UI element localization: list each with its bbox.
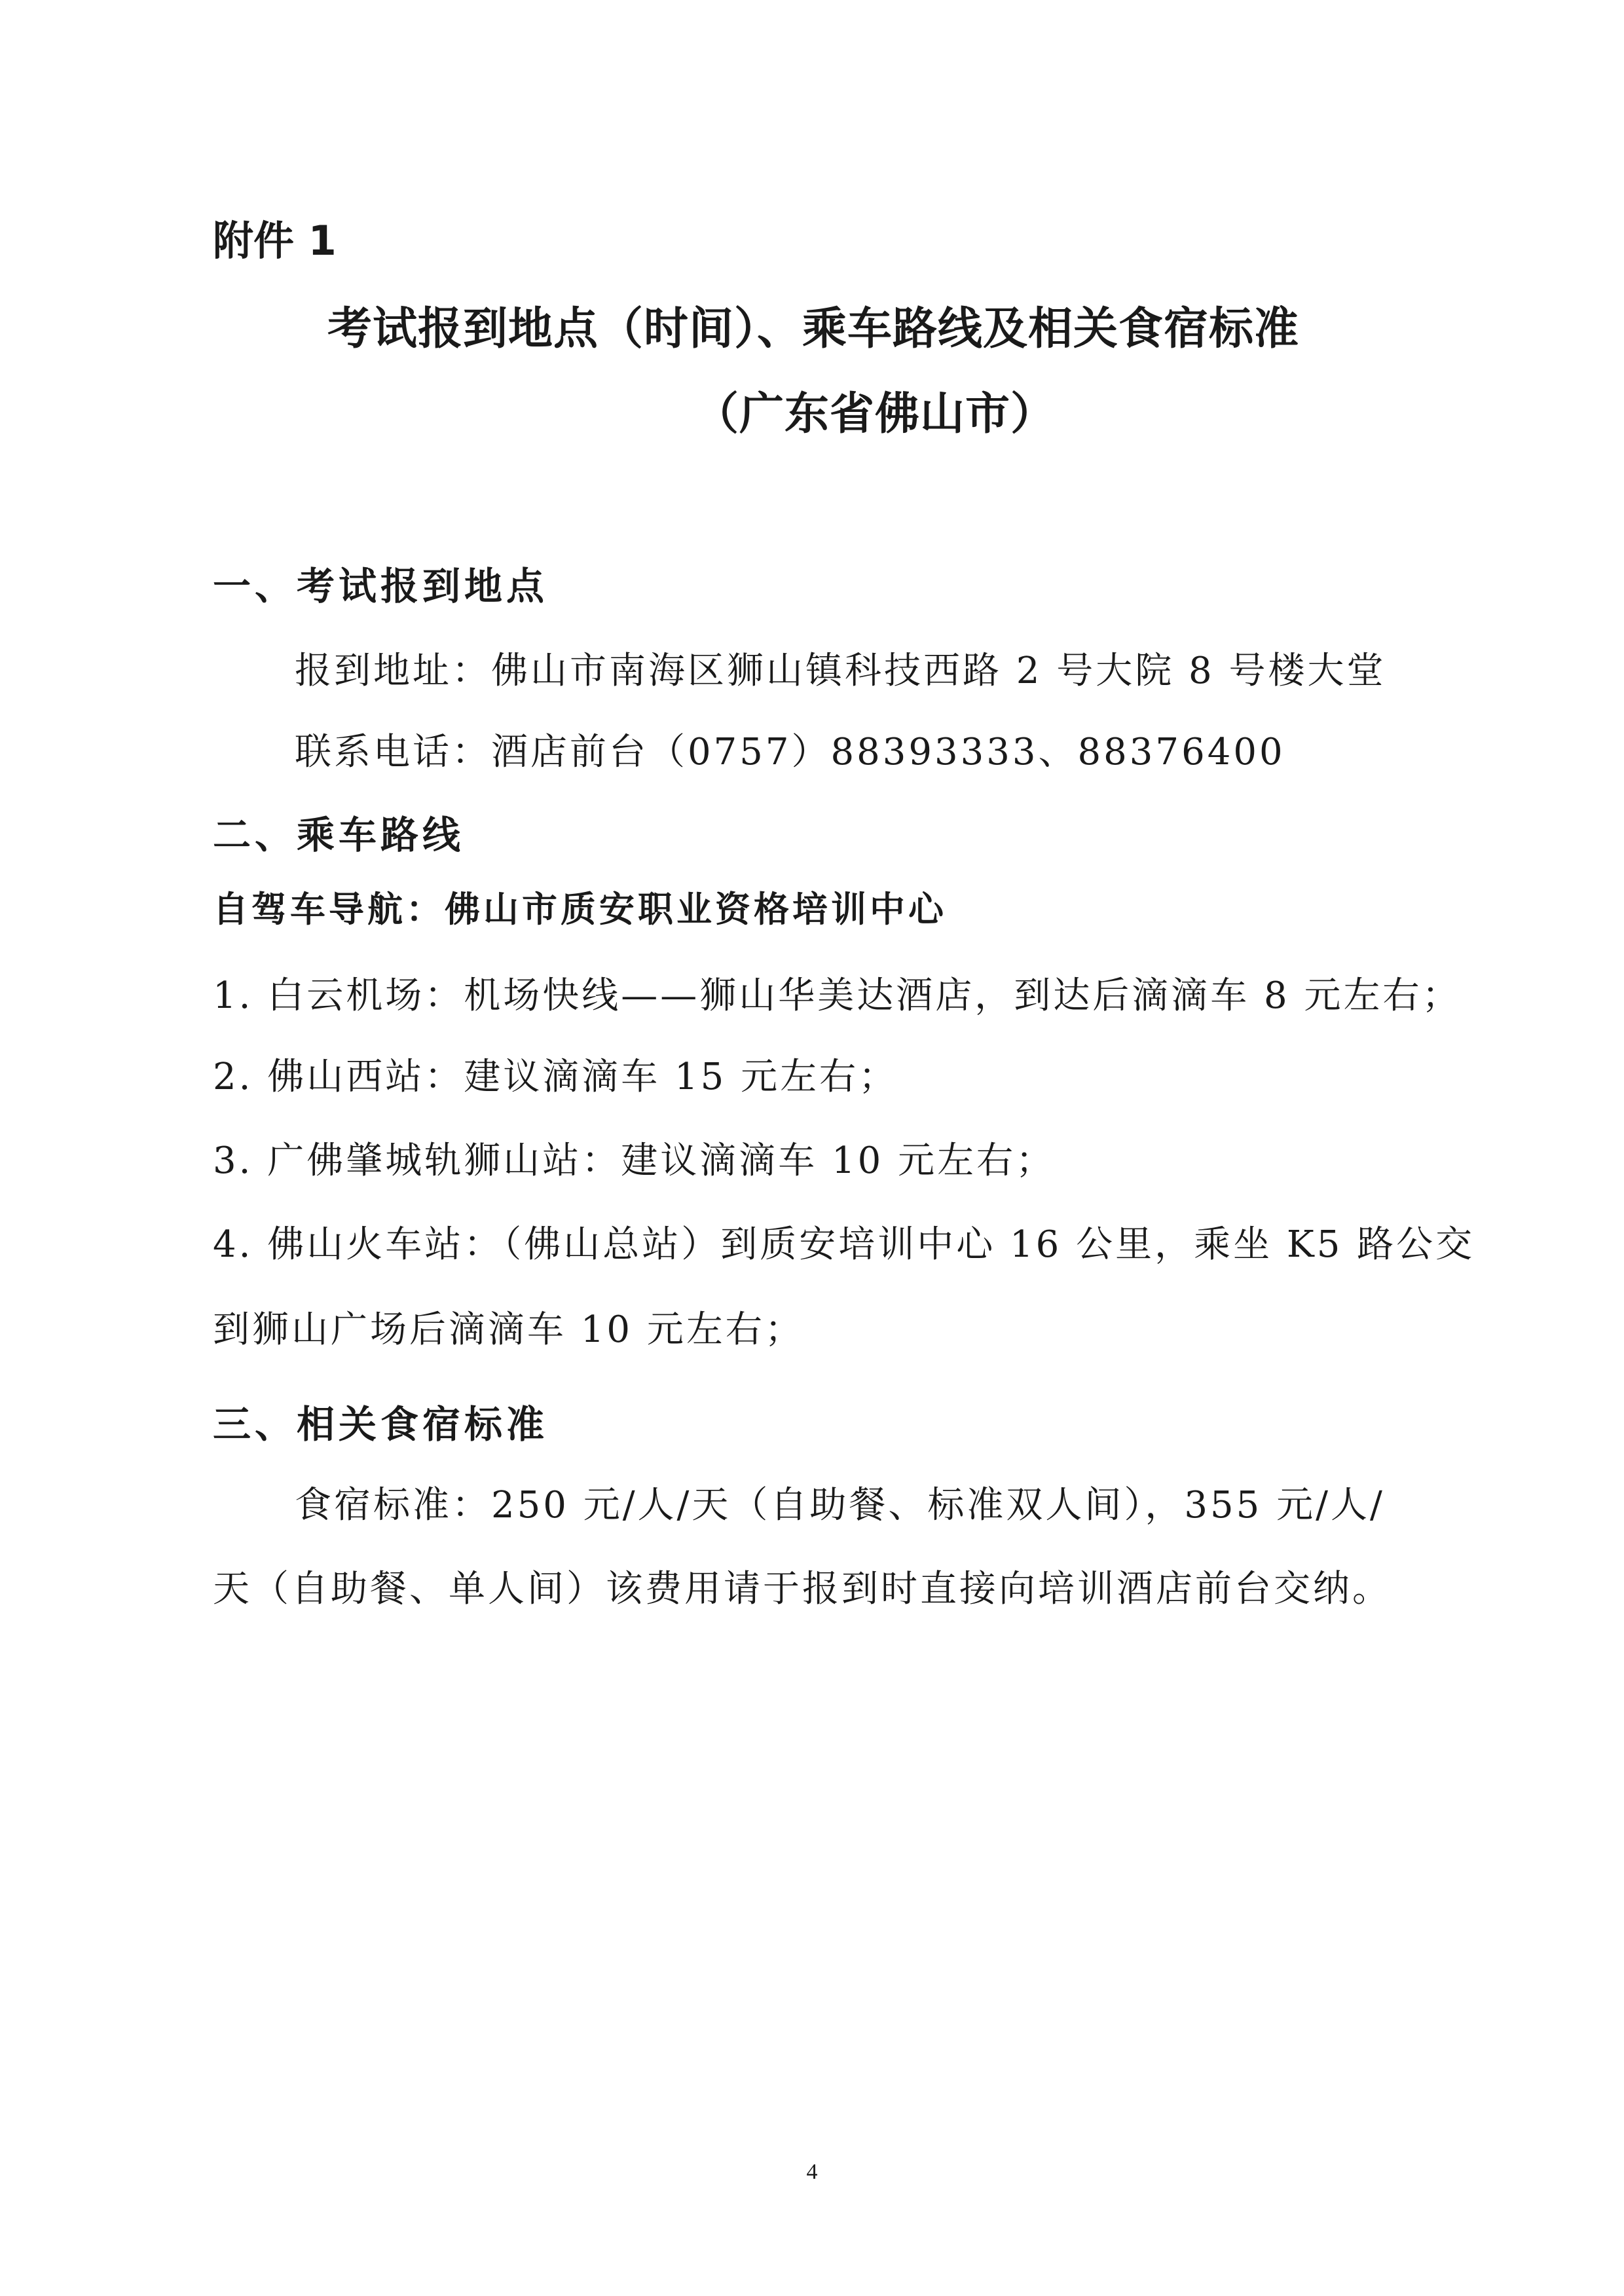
contact-phone: 联系电话：酒店前台（0757）88393333、88376400	[295, 731, 1285, 773]
accommodation-standard: 食宿标准：250 元/人/天（自助餐、标准双人间），355 元/人/	[295, 1484, 1385, 1527]
document-subtitle: （广东省佛山市）	[694, 388, 1056, 440]
section-heading-routes: 二、乘车路线	[213, 813, 465, 857]
section-heading-accommodation: 三、相关食宿标准	[213, 1402, 549, 1447]
page-number: 4	[806, 2160, 818, 2184]
route-item: 2. 佛山西站：建议滴滴车 15 元左右；	[213, 1056, 898, 1098]
route-item: 1. 白云机场：机场快线——狮山华美达酒店，到达后滴滴车 8 元左右；	[213, 974, 1462, 1017]
route-item: 3. 广佛肇城轨狮山站：建议滴滴车 10 元左右；	[213, 1139, 1056, 1182]
accommodation-standard-continuation: 天（自助餐、单人间）该费用请于报到时直接向培训酒店前台交纳。	[213, 1568, 1392, 1610]
attachment-label: 附件 1	[213, 217, 337, 265]
document-title: 考试报到地点（时间）、乘车路线及相关食宿标准	[327, 303, 1300, 355]
section-heading-location: 一、考试报到地点	[213, 564, 549, 608]
navigation-destination: 自驾车导航：佛山市质安职业资格培训中心	[213, 888, 947, 930]
route-item: 4. 佛山火车站：（佛山总站）到质安培训中心 16 公里，乘坐 K5 路公交	[213, 1223, 1475, 1266]
route-item-continuation: 到狮山广场后滴滴车 10 元左右；	[213, 1308, 804, 1351]
report-address: 报到地址：佛山市南海区狮山镇科技西路 2 号大院 8 号楼大堂	[295, 650, 1386, 692]
